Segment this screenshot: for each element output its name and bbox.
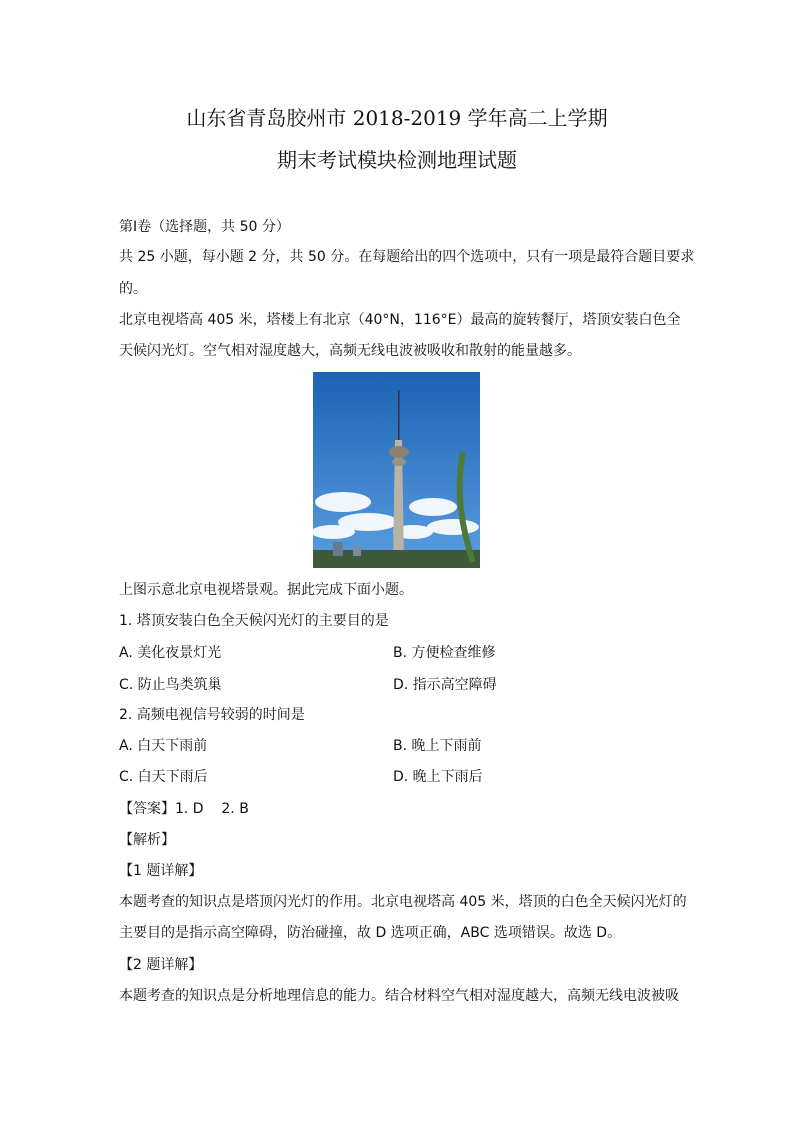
detail-1-line: 主要目的是指示高空障碍，防治碰撞，故 D 选项正确，ABC 选项错误。故选 D。 xyxy=(119,925,622,941)
answer-line: 【答案】1. D 2. B xyxy=(119,801,249,817)
section-heading: 第Ⅰ卷（选择题，共 50 分） xyxy=(119,219,290,235)
detail-1-line: 本题考查的知识点是塔顶闪光灯的作用。北京电视塔高 405 米，塔顶的白色全天候闪光灯的 xyxy=(119,894,687,910)
document-title-line2: 期末考试模块检测地理试题 xyxy=(277,148,517,172)
material-line: 北京电视塔高 405 米，塔楼上有北京（40°N，116°E）最高的旋转餐厅，塔顶安装白色全 xyxy=(119,312,681,328)
detail-2-heading: 【2 题详解】 xyxy=(119,957,203,973)
question-2-stem: 2. 高频电视信号较弱的时间是 xyxy=(119,707,305,723)
detail-1-heading: 【1 题详解】 xyxy=(119,863,203,879)
question-2-option-a: A. 白天下雨前 xyxy=(119,738,208,754)
instructions-line: 的。 xyxy=(119,281,147,297)
question-1-option-d: D. 指示高空障碍 xyxy=(393,677,497,693)
material-line: 天候闪光灯。空气相对湿度越大，高频无线电波被吸收和散射的能量越多。 xyxy=(119,343,581,359)
figure-caption: 上图示意北京电视塔景观。据此完成下面小题。 xyxy=(119,582,413,598)
document-title-line1: 山东省青岛胶州市 2018-2019 学年高二上学期 xyxy=(186,106,608,130)
question-1-option-a: A. 美化夜景灯光 xyxy=(119,645,222,661)
analysis-heading: 【解析】 xyxy=(119,832,175,848)
question-1-stem: 1. 塔顶安装白色全天候闪光灯的主要目的是 xyxy=(119,613,389,629)
question-2-option-d: D. 晚上下雨后 xyxy=(393,769,483,785)
question-2-option-b: B. 晚上下雨前 xyxy=(393,738,482,754)
detail-2-line: 本题考查的知识点是分析地理信息的能力。结合材料空气相对湿度越大，高频无线电波被吸 xyxy=(119,988,679,1004)
question-2-option-c: C. 白天下雨后 xyxy=(119,769,208,785)
question-1-option-c: C. 防止鸟类筑巢 xyxy=(119,677,222,693)
question-1-option-b: B. 方便检查维修 xyxy=(393,645,496,661)
beijing-tv-tower-photo xyxy=(313,372,480,568)
instructions-line: 共 25 小题，每小题 2 分，共 50 分。在每题给出的四个选项中，只有一项是最符合题目要求 xyxy=(119,249,695,265)
